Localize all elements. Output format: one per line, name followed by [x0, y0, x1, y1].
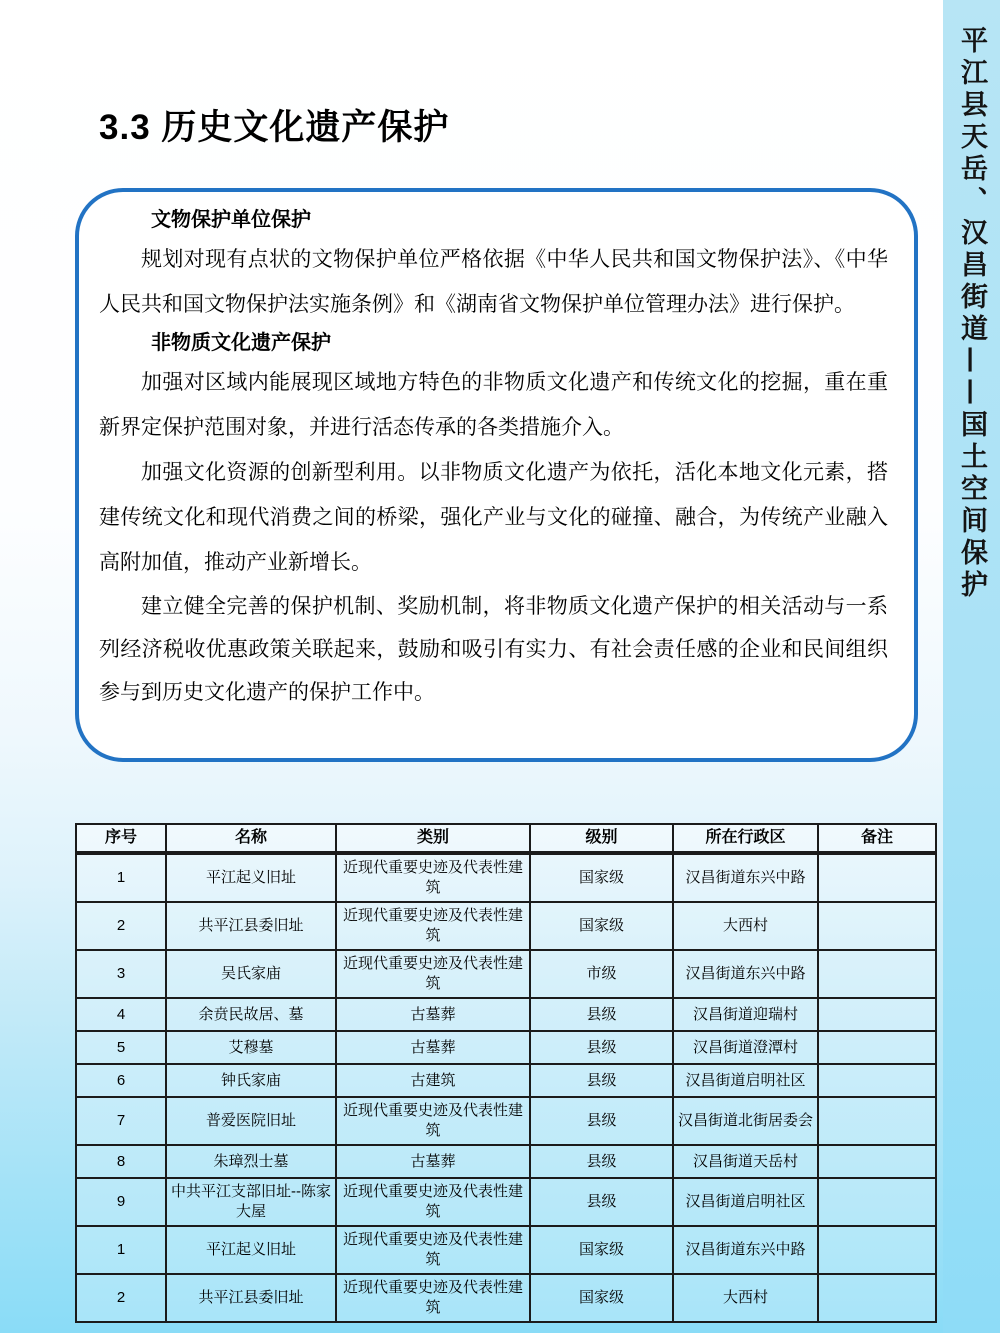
table-cell: 国家级 [530, 1274, 673, 1322]
table-row [76, 1145, 936, 1178]
table-cell: 近现代重要史迹及代表性建筑 [336, 1226, 530, 1274]
table-cell: 平江起义旧址 [166, 1226, 336, 1274]
table-cell: 县级 [530, 1064, 673, 1097]
table-cell: 普爱医院旧址 [166, 1097, 336, 1145]
box-section-heading: 文物保护单位保护 [151, 209, 311, 231]
table-cell: 古墓葬 [336, 998, 530, 1031]
table-cell: 近现代重要史迹及代表性建筑 [336, 853, 530, 902]
vertical-banner-text: 平江县天岳、汉昌街道——国土空间保护 [956, 26, 987, 602]
box-paragraph: 加强对区域内能展现区域地方特色的非物质文化遗产和传统文化的挖掘，重在重新界定保护范围对象，并进行活态传承的各类措施介入。 [99, 371, 888, 439]
table-cell: 古墓葬 [336, 1031, 530, 1064]
table-cell: 汉昌街道东兴中路 [673, 950, 818, 998]
table-cell: 余贲民故居、墓 [166, 998, 336, 1031]
right-banner-strip [943, 0, 1000, 1333]
table-cell: 大西村 [673, 1274, 818, 1322]
table-header-cell: 级别 [530, 824, 673, 853]
table-cell [818, 1274, 936, 1322]
table-cell: 汉昌街道迎瑞村 [673, 998, 818, 1031]
table-cell [818, 902, 936, 950]
table-cell: 共平江县委旧址 [166, 902, 336, 950]
table-header-cell: 序号 [76, 824, 166, 853]
heritage-table [75, 823, 937, 1323]
table-row [76, 1178, 936, 1226]
table-cell: 9 [76, 1178, 166, 1226]
table-cell: 1 [76, 853, 166, 902]
highlight-text-box [75, 188, 918, 762]
table-row [76, 853, 936, 902]
box-paragraph: 建立健全完善的保护机制、奖励机制，将非物质文化遗产保护的相关活动与一系列经济税收优惠政策关联起来，鼓励和吸引有实力、有社会责任感的企业和民间组织参与到历史文化遗产的保护工作中。 [99, 595, 888, 704]
table-cell: 大西村 [673, 902, 818, 950]
table-cell: 汉昌街道东兴中路 [673, 853, 818, 902]
table-cell: 1 [76, 1226, 166, 1274]
table-header-row [76, 824, 936, 853]
table-row [76, 950, 936, 998]
table-cell [818, 1226, 936, 1274]
table-cell: 近现代重要史迹及代表性建筑 [336, 902, 530, 950]
table-cell: 县级 [530, 1145, 673, 1178]
table-cell: 汉昌街道启明社区 [673, 1178, 818, 1226]
table-cell: 5 [76, 1031, 166, 1064]
table-cell: 8 [76, 1145, 166, 1178]
table-cell: 汉昌街道北街居委会 [673, 1097, 818, 1145]
table-cell: 2 [76, 1274, 166, 1322]
table-cell: 古建筑 [336, 1064, 530, 1097]
table-cell: 汉昌街道天岳村 [673, 1145, 818, 1178]
box-paragraph: 加强文化资源的创新型利用。以非物质文化遗产为依托，活化本地文化元素，搭建传统文化和现代消费之间的桥梁，强化产业与文化的碰撞、融合，为传统产业融入高附加值，推动产业新增长。 [99, 461, 888, 574]
table-cell: 共平江县委旧址 [166, 1274, 336, 1322]
table-row [76, 1064, 936, 1097]
table-cell: 2 [76, 902, 166, 950]
table-cell: 县级 [530, 1178, 673, 1226]
box-paragraph: 规划对现有点状的文物保护单位严格依据《中华人民共和国文物保护法》、《中华人民共和国文物保护法实施条例》和《湖南省文物保护单位管理办法》进行保护。 [99, 248, 888, 316]
table-cell: 县级 [530, 998, 673, 1031]
table-header-cell: 所在行政区 [673, 824, 818, 853]
table-cell [818, 998, 936, 1031]
table-cell: 近现代重要史迹及代表性建筑 [336, 1178, 530, 1226]
table-header-cell: 名称 [166, 824, 336, 853]
table-cell: 汉昌街道澄潭村 [673, 1031, 818, 1064]
table-cell: 近现代重要史迹及代表性建筑 [336, 1274, 530, 1322]
table-cell: 县级 [530, 1031, 673, 1064]
table-row [76, 1097, 936, 1145]
table-cell [818, 1097, 936, 1145]
table-cell: 国家级 [530, 1226, 673, 1274]
table-row [76, 1274, 936, 1322]
table-cell [818, 1031, 936, 1064]
table-cell: 近现代重要史迹及代表性建筑 [336, 950, 530, 998]
table-row [76, 1226, 936, 1274]
table-cell: 艾穆墓 [166, 1031, 336, 1064]
table-header-cell: 类别 [336, 824, 530, 853]
table-cell [818, 1178, 936, 1226]
table-cell: 县级 [530, 1097, 673, 1145]
table-cell: 4 [76, 998, 166, 1031]
box-section-heading: 非物质文化遗产保护 [151, 332, 331, 354]
table-cell: 汉昌街道启明社区 [673, 1064, 818, 1097]
table-cell: 中共平江支部旧址--陈家大屋 [166, 1178, 336, 1226]
table-cell: 平江起义旧址 [166, 853, 336, 902]
page-title: 3.3 历史文化遗产保护 [99, 108, 450, 147]
table-cell [818, 1145, 936, 1178]
table-cell: 市级 [530, 950, 673, 998]
table-cell: 钟氏家庙 [166, 1064, 336, 1097]
table-cell: 6 [76, 1064, 166, 1097]
table-row [76, 1031, 936, 1064]
table-cell: 朱璋烈士墓 [166, 1145, 336, 1178]
table-cell: 国家级 [530, 902, 673, 950]
table-row [76, 998, 936, 1031]
table-cell: 近现代重要史迹及代表性建筑 [336, 1097, 530, 1145]
text-box-sections [99, 204, 888, 714]
table-cell [818, 853, 936, 902]
table-cell: 吴氏家庙 [166, 950, 336, 998]
table-cell: 汉昌街道东兴中路 [673, 1226, 818, 1274]
table-cell [818, 950, 936, 998]
table-cell: 古墓葬 [336, 1145, 530, 1178]
table-cell: 3 [76, 950, 166, 998]
table-cell [818, 1064, 936, 1097]
table-header-cell: 备注 [818, 824, 936, 853]
table-row [76, 902, 936, 950]
table-cell: 国家级 [530, 853, 673, 902]
table-cell: 7 [76, 1097, 166, 1145]
